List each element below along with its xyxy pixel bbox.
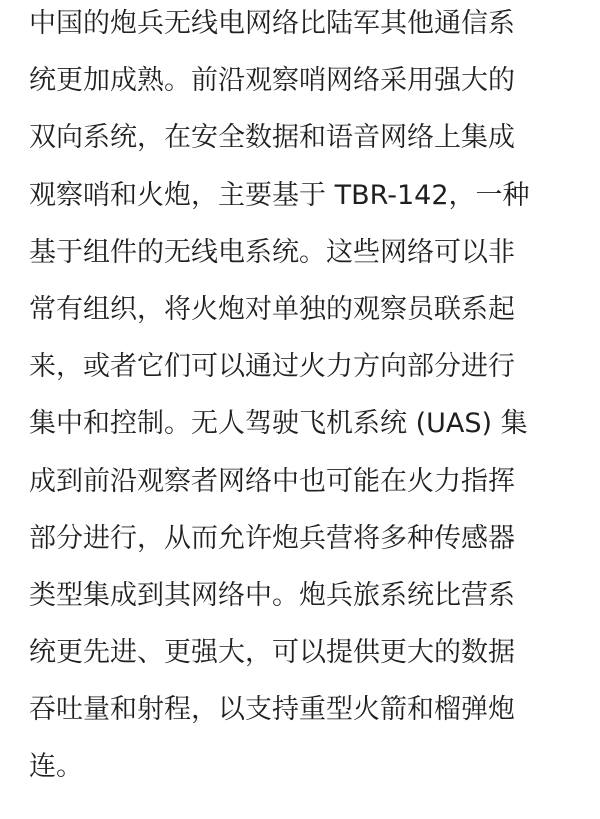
text-line-10: 部分进行，从而允许炮兵营将多种传感器 xyxy=(29,522,515,554)
text-line-2: 统更加成熟。前沿观察哨网络采用强大的 xyxy=(29,65,515,97)
text-line-9: 成到前沿观察者网络中也可能在火力指挥 xyxy=(29,465,515,497)
text-line-11: 类型集成到其网络中。炮兵旅系统比营系 xyxy=(29,579,515,611)
text-line-6: 常有组织，将火炮对单独的观察员联系起 xyxy=(29,293,515,325)
text-line-13: 吞吐量和射程，以支持重型火箭和榴弹炮 xyxy=(29,694,515,726)
text-line-14: 连。 xyxy=(29,751,83,783)
text-line-4: 观察哨和火炮，主要基于 TBR-142，一种 xyxy=(29,179,530,211)
text-line-8: 集中和控制。无人驾驶飞机系统 (UAS) 集 xyxy=(29,408,528,440)
text-line-12: 统更先进、更强大，可以提供更大的数据 xyxy=(29,637,515,669)
text-line-3: 双向系统，在安全数据和语音网络上集成 xyxy=(29,122,515,154)
text-line-5: 基于组件的无线电系统。这些网络可以非 xyxy=(29,236,515,268)
text-line-1: 中国的炮兵无线电网络比陆军其他通信系 xyxy=(29,8,515,39)
text-line-7: 来，或者它们可以通过火力方向部分进行 xyxy=(29,351,515,383)
article-body xyxy=(29,0,577,796)
